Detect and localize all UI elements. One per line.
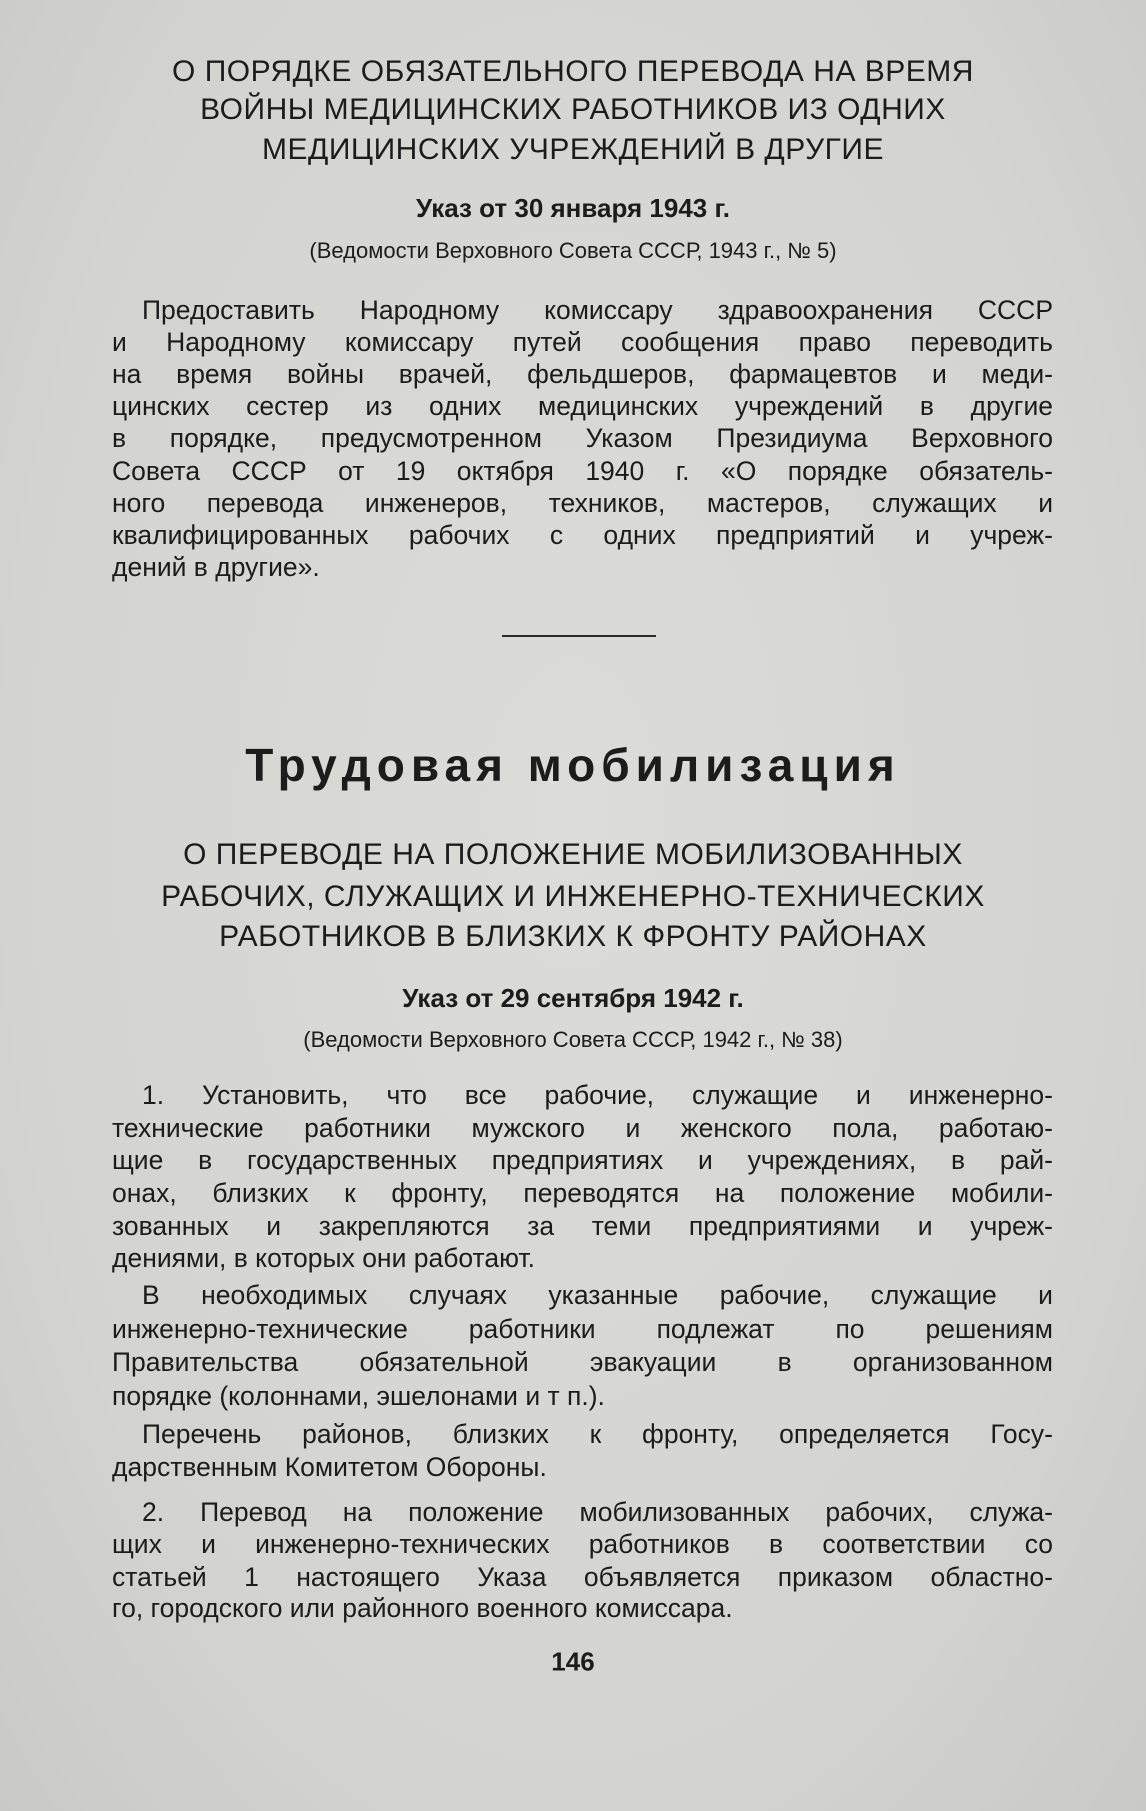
body-line: квалифицированных рабочих с одних предприятий и учреж-	[112, 520, 1053, 550]
body-line: Совета СССР от 19 октября 1940 г. «О порядке обязатель-	[112, 456, 1053, 486]
section1-title-line: О ПОРЯДКЕ ОБЯЗАТЕЛЬНОГО ПЕРЕВОДА НА ВРЕМЯ	[172, 55, 974, 88]
body-line: цинских сестер из одних медицинских учреждений в другие	[112, 391, 1053, 421]
body-line: щие в государственных предприятиях и учреждениях, в рай-	[112, 1145, 1053, 1175]
body-line: 2. Перевод на положение мобилизованных рабочих, служа-	[142, 1497, 1053, 1527]
body-line: Правительства обязательной эвакуации в организованном	[112, 1347, 1053, 1377]
body-line: в порядке, предусмотренном Указом Президиума Верховного	[112, 423, 1053, 453]
body-line: дений в другие».	[112, 552, 320, 582]
section2-title-line: О ПЕРЕВОДЕ НА ПОЛОЖЕНИЕ МОБИЛИЗОВАННЫХ	[183, 838, 963, 871]
section2-decree-date: Указ от 29 сентября 1942 г.	[402, 983, 744, 1013]
section2-title-line: РАБОТНИКОВ В БЛИЗКИХ К ФРОНТУ РАЙОНАХ	[219, 920, 927, 953]
section-divider	[502, 635, 656, 637]
body-line: статьей 1 настоящего Указа объявляется приказом областно-	[112, 1562, 1053, 1592]
body-line: дарственным Комитетом Обороны.	[112, 1452, 547, 1482]
body-line: зованных и закрепляются за теми предприятиями и учреж-	[112, 1211, 1053, 1241]
body-line: на время войны врачей, фельдшеров, фармацевтов и меди-	[112, 359, 1053, 389]
section2-source: (Ведомости Верховного Совета СССР, 1942 г., № 38)	[303, 1027, 843, 1052]
body-line: Перечень районов, близких к фронту, определяется Госу-	[142, 1419, 1053, 1449]
section1-decree-date: Указ от 30 января 1943 г.	[416, 193, 730, 223]
page-number: 146	[551, 1646, 595, 1677]
section1-title-line: МЕДИЦИНСКИХ УЧРЕЖДЕНИЙ В ДРУГИЕ	[262, 133, 884, 166]
body-line: и Народному комиссару путей сообщения право переводить	[112, 327, 1053, 357]
section2-title-line: РАБОЧИХ, СЛУЖАЩИХ И ИНЖЕНЕРНО-ТЕХНИЧЕСКИХ	[161, 880, 985, 913]
section1-source: (Ведомости Верховного Совета СССР, 1943 г., № 5)	[309, 238, 837, 263]
body-line: онах, близких к фронту, переводятся на положение мобили-	[112, 1178, 1053, 1208]
body-line: щих и инженерно-технических работников в соответствии со	[112, 1529, 1053, 1559]
section1-title-line: ВОЙНЫ МЕДИЦИНСКИХ РАБОТНИКОВ ИЗ ОДНИХ	[200, 93, 946, 126]
body-line: дениями, в которых они работают.	[112, 1243, 535, 1273]
body-line: Предоставить Народному комиссару здравоохранения СССР	[142, 295, 1053, 325]
body-line: 1. Установить, что все рабочие, служащие и инженерно-	[142, 1080, 1053, 1110]
body-line: технические работники мужского и женского пола, работаю-	[112, 1113, 1053, 1143]
body-line: В необходимых случаях указанные рабочие, служащие и	[142, 1280, 1053, 1310]
body-line: инженерно-технические работники подлежат по решениям	[112, 1314, 1053, 1344]
body-line: ного перевода инженеров, техников, мастеров, служащих и	[112, 488, 1053, 518]
body-line: го, городского или районного военного комиссара.	[112, 1593, 733, 1623]
chapter-heading: Трудовая мобилизация	[245, 739, 901, 791]
body-line: порядке (колоннами, эшелонами и т п.).	[112, 1381, 605, 1411]
